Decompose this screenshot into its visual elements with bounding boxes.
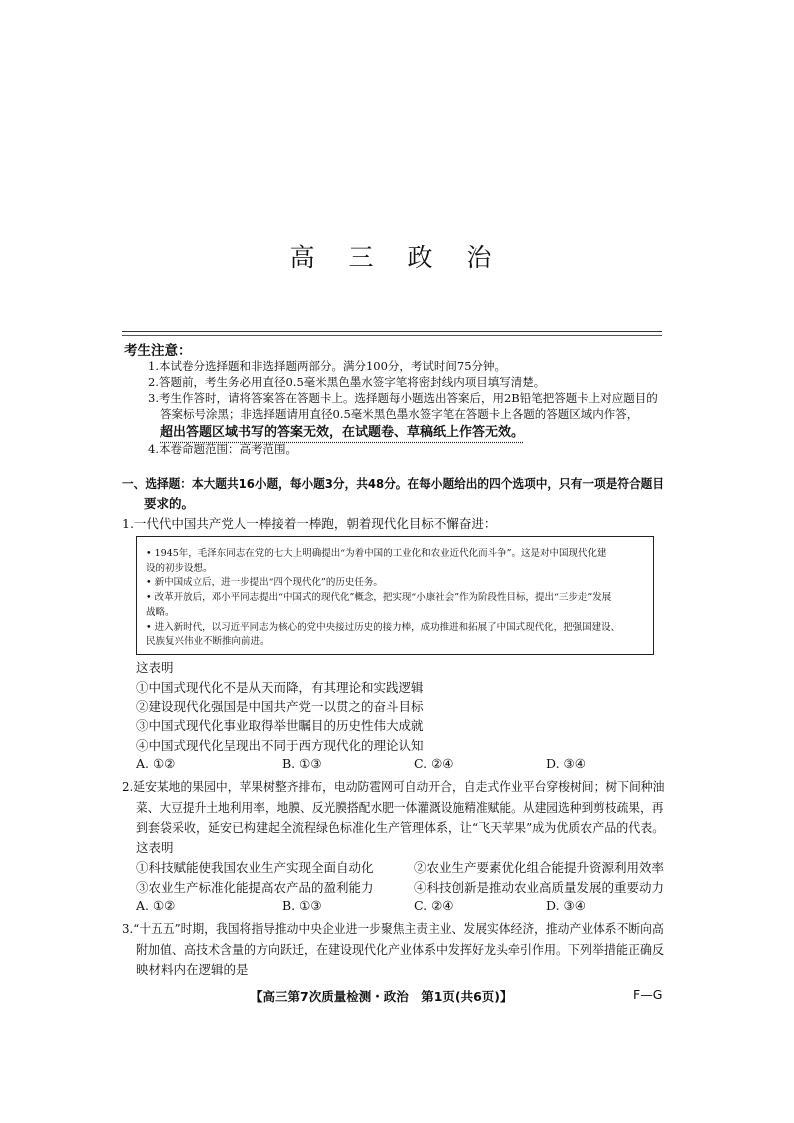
material-line: 设的初步设想。	[146, 563, 213, 574]
question-1-stem: 1.一代代中国共产党人一棒接着一棒跑，朝着现代化目标不懈奋进：	[122, 516, 497, 531]
question-3-stem-line: 映材料内在逻辑的是	[136, 962, 249, 977]
question-1-lead: 这表明	[136, 660, 174, 675]
q2-option-c[interactable]: C. ②④	[414, 898, 454, 913]
q1-statement: ③中国式现代化事业取得举世瞩目的历史性伟大成就	[136, 718, 424, 733]
q1-option-a[interactable]: A. ①②	[136, 756, 176, 771]
q2-statement: ②农业生产要素优化组合能提升资源利用效率	[414, 860, 665, 875]
question-3-stem: 3.“十五五”时期，我国将指导推动中央企业进一步聚焦主责主业、发展实体经济，推动产业体系不断向高	[122, 921, 664, 936]
q1-statement: ④中国式现代化呈现出不同于西方现代化的理论认知	[136, 738, 424, 753]
question-2-stem-line: 到套袋采收，延安已构建起全流程绿色标准化生产管理体系，让“飞天苹果”成为优质农产品的代表。	[136, 820, 665, 835]
page-title: 高 三 政 治	[289, 243, 505, 272]
q1-option-c[interactable]: C. ②④	[414, 756, 454, 771]
q2-statement: ①科技赋能使我国农业生产实现全面自动化	[136, 860, 374, 875]
question-2-stem: 2.延安某地的果园中，苹果树整齐排布，电动防雹网可自动开合，自走式作业平台穿梭树间；树下间种油	[122, 779, 665, 794]
header-rule-thin	[122, 335, 662, 336]
material-line: • 1945年，毛泽东同志在党的七大上明确提出“为着中国的工业化和农业近代化而斗争”。这是对中国现代化建	[146, 548, 607, 559]
material-line: • 新中国成立后，进一步提出“四个现代化”的历史任务。	[146, 577, 383, 588]
material-line: • 进入新时代，以习近平同志为核心的党中央接过历史的接力棒，成功推进和拓展了中国式现代化，把强国建设、	[146, 622, 621, 633]
notice-item: 1.本试卷分选择题和非选择题两部分。满分100分，考试时间75分钟。	[148, 359, 507, 373]
notice-item: 3.考生作答时，请将答案答在答题卡上。选择题每小题选出答案后，用2B铅笔把答题卡上对应题目的	[148, 391, 658, 405]
q2-option-b[interactable]: B. ①③	[282, 898, 322, 913]
q1-option-d[interactable]: D. ③④	[546, 756, 586, 771]
section-heading: 一、选择题：本大题共16小题，每小题3分，共48分。在每小题给出的四个选项中，只有一项是符合题目	[122, 476, 665, 491]
paper-code: F—G	[633, 987, 663, 1002]
q2-option-d[interactable]: D. ③④	[546, 898, 586, 913]
notice-item: 4.本卷命题范围：高考范围。	[148, 442, 297, 456]
q1-option-b[interactable]: B. ①③	[282, 756, 322, 771]
notice-heading: 考生注意：	[124, 343, 192, 359]
material-line: 战略。	[146, 607, 175, 618]
q1-statement: ①中国式现代化不是从天而降，有其理论和实践逻辑	[136, 680, 424, 695]
notice-item: 2.答题前，考生务必用直径0.5毫米黑色墨水签字笔将密封线内项目填写清楚。	[148, 375, 546, 389]
question-2-stem-line: 菜、大豆提升土地利用率，地膜、反光膜搭配水肥一体灌溉设施精准赋能。从建园选种到剪枝疏果，再	[136, 800, 664, 815]
q2-statement: ④科技创新是推动农业高质量发展的重要动力	[414, 880, 665, 895]
notice-emphasis: 超出答题区域书写的答案无效，在试题卷、草稿纸上作答无效。	[160, 425, 525, 440]
q1-statement: ②建设现代化强国是中国共产党一以贯之的奋斗目标	[136, 699, 424, 714]
question-2-lead: 这表明	[136, 840, 174, 855]
notice-item-continued: 答案标号涂黑；非选择题请用直径0.5毫米黑色墨水签字笔在答题卡上各题的答题区域内作答，	[160, 407, 639, 421]
question-3-stem-line: 附加值、高技术含量的方向跃迁，在建设现代化产业体系中发挥好龙头牵引作用。下列举措能正确反	[136, 942, 665, 957]
page-footer: 【高三第7次质量检测・政治 第1页(共6页)】	[250, 989, 513, 1004]
material-line: 民族复兴伟业不断推向前进。	[146, 636, 270, 647]
material-line: • 改革开放后，邓小平同志提出“中国式的现代化”概念，把实现“小康社会”作为阶段性目标，提出“三步走”发展	[146, 592, 612, 603]
section-heading-continued: 要求的。	[144, 496, 195, 511]
q2-statement: ③农业生产标准化能提高农产品的盈利能力	[136, 880, 374, 895]
header-rule	[122, 331, 662, 332]
q2-option-a[interactable]: A. ①②	[136, 898, 176, 913]
